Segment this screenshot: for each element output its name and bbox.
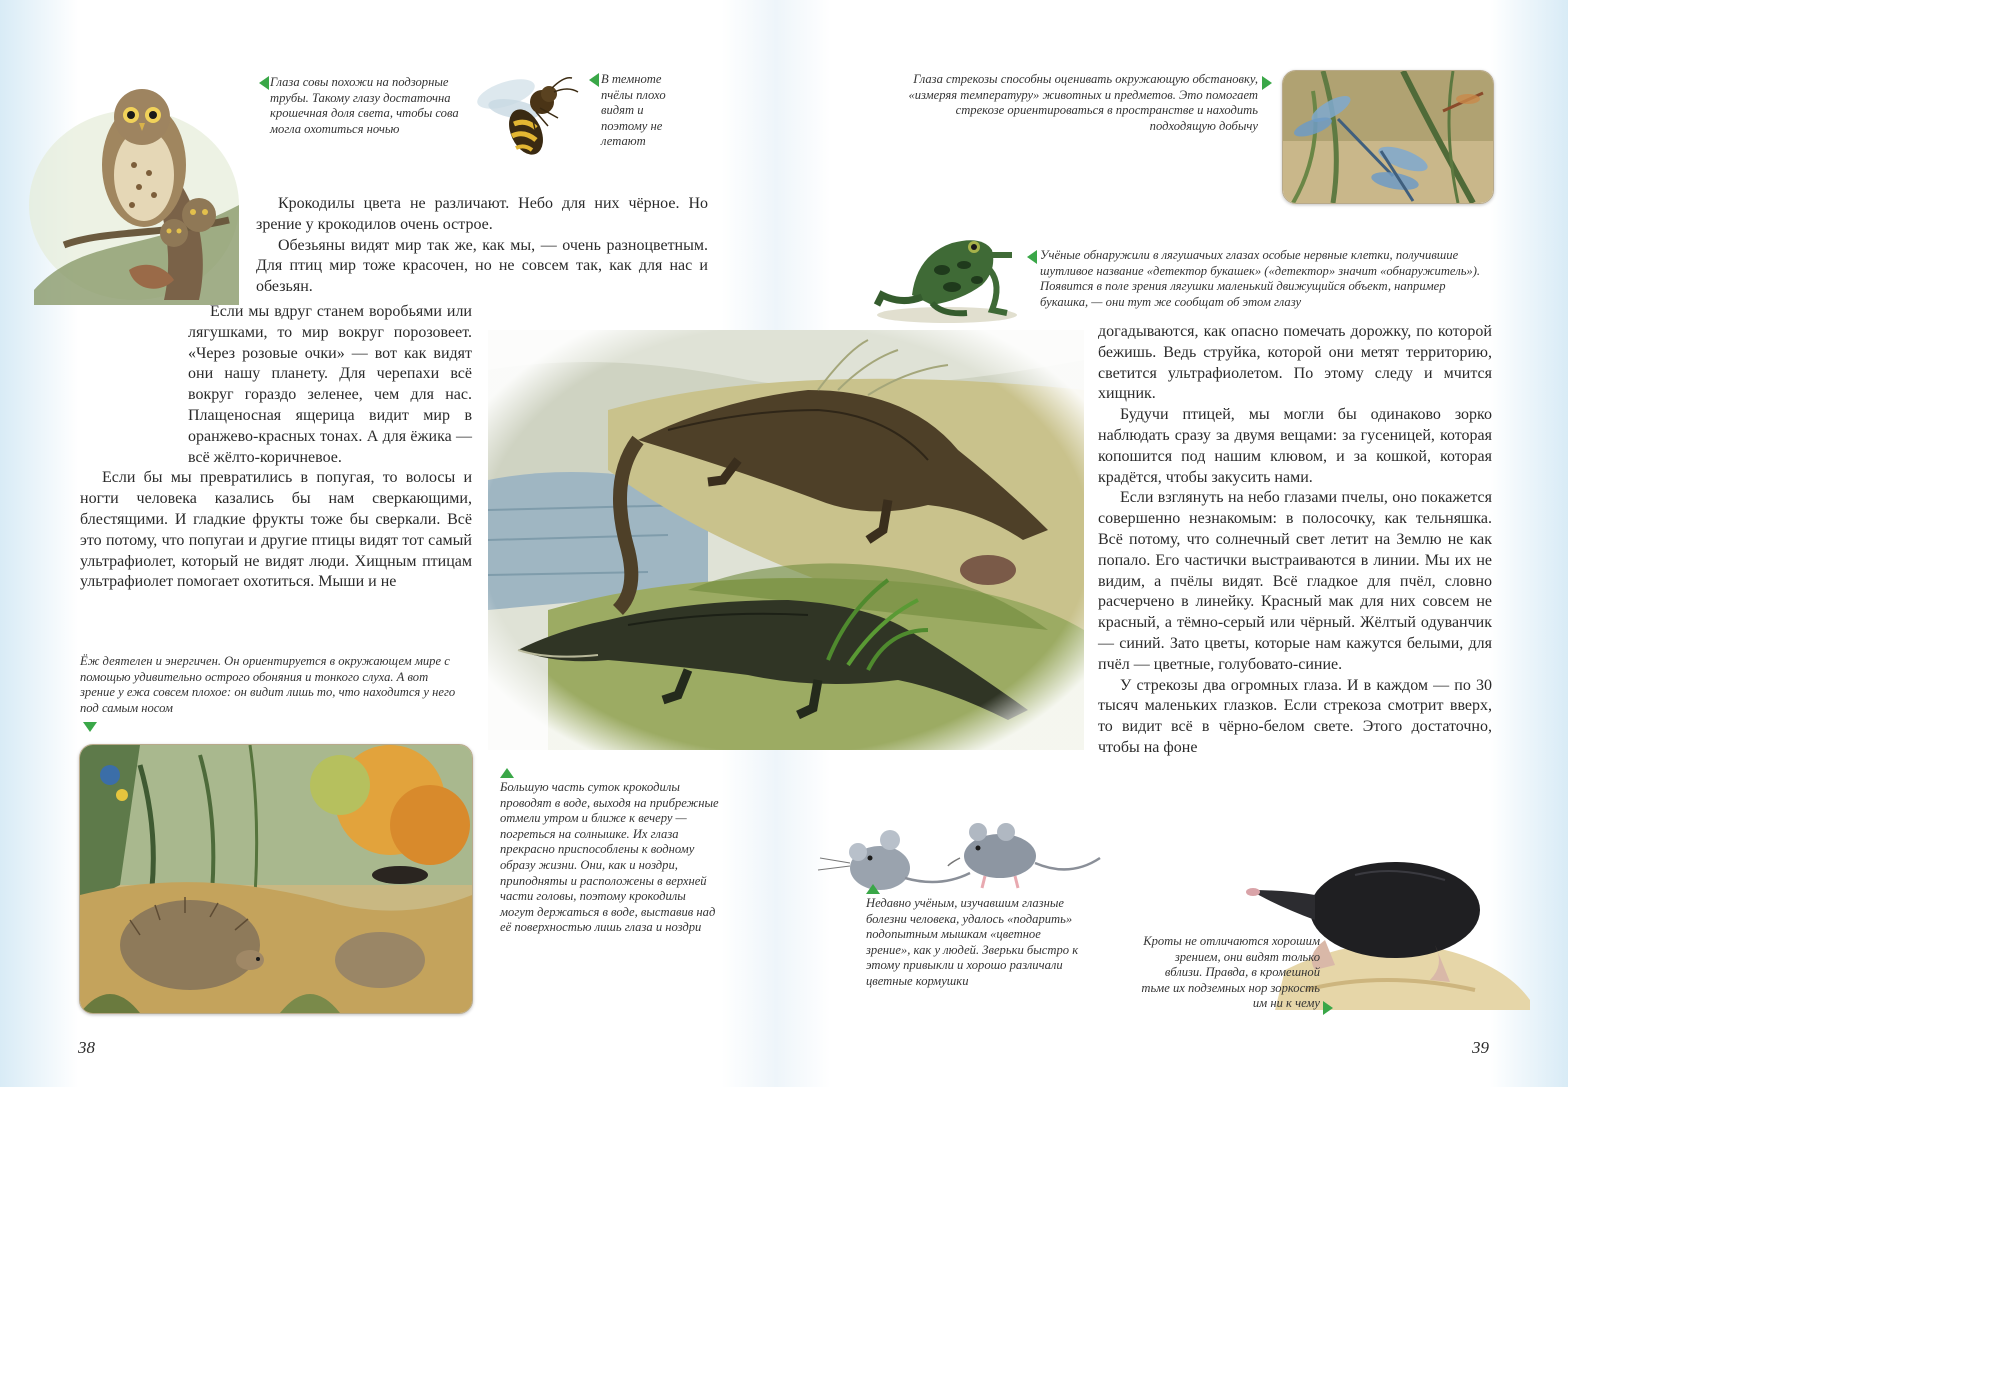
dragonfly-caption-marker <box>1262 76 1272 90</box>
frog-caption: Учёные обнаружили в лягушачьих глазах особые нервные клетки, получившие шутливое название «детектор букашек» («детектор» значит «обнаружитель»). Появится в поле зрения лягушки маленький движущийся объект, например букашка, — они тут же сообщат об этом глазу <box>1040 248 1481 309</box>
mice-caption: Недавно учёным, изучавшим глазные болезни человека, удалось «подарить» подопытным мышкам «цветное зрение», как у людей. Зверьки быстро к этому привыкли и хорошо различали цветные кормушки <box>866 896 1079 988</box>
hedgehog-caption-marker <box>83 722 97 732</box>
paragraph: У стрекозы два огромных глаза. И в каждом — по 30 тысяч маленьких глазков. Если стрекоза смотрит вверх, то видит всё в чёрно-белом свете. Этого достаточно, чтобы на фоне <box>1098 676 1492 756</box>
mice-caption-marker <box>866 884 880 894</box>
paragraph: Будучи птицей, мы могли бы одинаково зорко наблюдать сразу за двумя вещами: за гусеницей, которая копошится под нашим клювом, и за кошкой, которая крадётся, чтобы закусить нами. <box>1098 406 1492 486</box>
paragraph: Обезьяны видят мир так же, как мы, — очень разноцветным. Для птиц мир тоже красочен, но не совсем так, как для нас и обезьян. <box>256 236 708 296</box>
dragonfly-caption: Глаза стрекозы способны оценивать окружающую обстановку, «измеряя температуру» животных и предметов. Это помогает стрекозе ориентироваться в пространстве и находить подходящую добычу <box>908 72 1258 133</box>
dragonfly-illustration <box>1282 70 1494 204</box>
left-body-text-main <box>80 302 472 593</box>
mice-illustration <box>810 818 1106 898</box>
owl-caption: Глаза совы похожи на подзорные трубы. Такому глазу достаточна крошечная доля света, чтобы сова могла охотиться ночью <box>270 75 459 136</box>
paragraph: Если мы вдруг станем воробьями или лягушками, то мир вокруг порозовеет. «Через розовые очки» — вот как видят они нашу планету. Для черепахи всё вокруг гораздо зеленее, чем для нас. Плащеносная ящерица видит мир в оранжево-красных тонах. А для ёжика — всё жёлто-коричневое. <box>188 303 472 466</box>
hedgehog-forest-illustration <box>79 744 473 1014</box>
frog-caption-marker <box>1027 250 1037 264</box>
paragraph: догадываются, как опасно помечать дорожку, по которой бежишь. Ведь струйка, которой они метят территорию, светится ультрафиолетом. По этому следу и мчится хищник. <box>1098 323 1492 403</box>
bee-illustration <box>474 64 582 164</box>
paragraph: Если бы мы превратились в попугая, то волосы и ногти человека казались бы нам сверкающими, блестящими. И гладкие фрукты тоже бы сверкали. Всё это потому, что попугаи и другие птицы видят тот самый ультрафиолет, который не видят люди. Хищным птицам ультрафиолет помогает охотиться. Мыши и не <box>80 469 472 591</box>
crocodile-caption-marker <box>500 768 514 778</box>
left-body-text-top <box>256 194 708 298</box>
crocodile-caption: Большую часть суток крокодилы проводят в воде, выходя на прибрежные отмели утром и ближе к вечеру — погреться на солнышке. Их глаза прекрасно приспособлены к водному образу жизни. Они, как и ноздри, приподняты и расположены в верхней части головы, поэтому крокодилы могут держаться в воде, выставив над её поверхностью лишь глаза и ноздри <box>500 780 719 935</box>
mole-caption-marker <box>1323 1001 1333 1015</box>
owl-caption-marker <box>259 76 269 90</box>
paragraph: Крокодилы цвета не различают. Небо для них чёрное. Но зрение у крокодилов очень острое. <box>256 195 708 233</box>
bee-caption: В темноте пчёлы плохо видят и поэтому не летают <box>601 72 666 149</box>
bee-caption-marker <box>589 73 599 87</box>
page-number-right: 39 <box>1472 1038 1489 1057</box>
mole-caption: Кроты не отличаются хорошим зрением, они видят только вблизи. Правда, в кромешной тьме их подземных нор зоркость им ни к чему <box>1141 934 1320 1011</box>
right-body-text <box>1098 322 1492 759</box>
paragraph: Если взглянуть на небо глазами пчелы, оно покажется совершенно незнакомым: в полосочку, как тельняшка. Всё потому, что солнечный свет летит на Землю не как попало. Его частички выстраиваются в линии. Мы их не видим, а пчёлы видят. Всё гладкое для пчёл, словно расчерчено в линейку. Красный мак для них совсем не красный, а тёмно-серый или чёрный. Жёлтый одуванчик — синий. Зато цветы, которые нам кажутся белыми, для пчёл — цветные, голубовато-синие. <box>1098 489 1492 673</box>
page-number-left: 38 <box>78 1038 95 1057</box>
crocodiles-illustration <box>488 330 1084 750</box>
frog-illustration <box>872 225 1022 325</box>
owl-illustration <box>24 55 246 305</box>
hedgehog-caption: Ёж деятелен и энергичен. Он ориентируется в окружающем мире с помощью удивительно острого обоняния и тонкого слуха. А вот зрение у ежа совсем плохое: он видит лишь то, что находится у него под самым носом <box>80 654 456 715</box>
